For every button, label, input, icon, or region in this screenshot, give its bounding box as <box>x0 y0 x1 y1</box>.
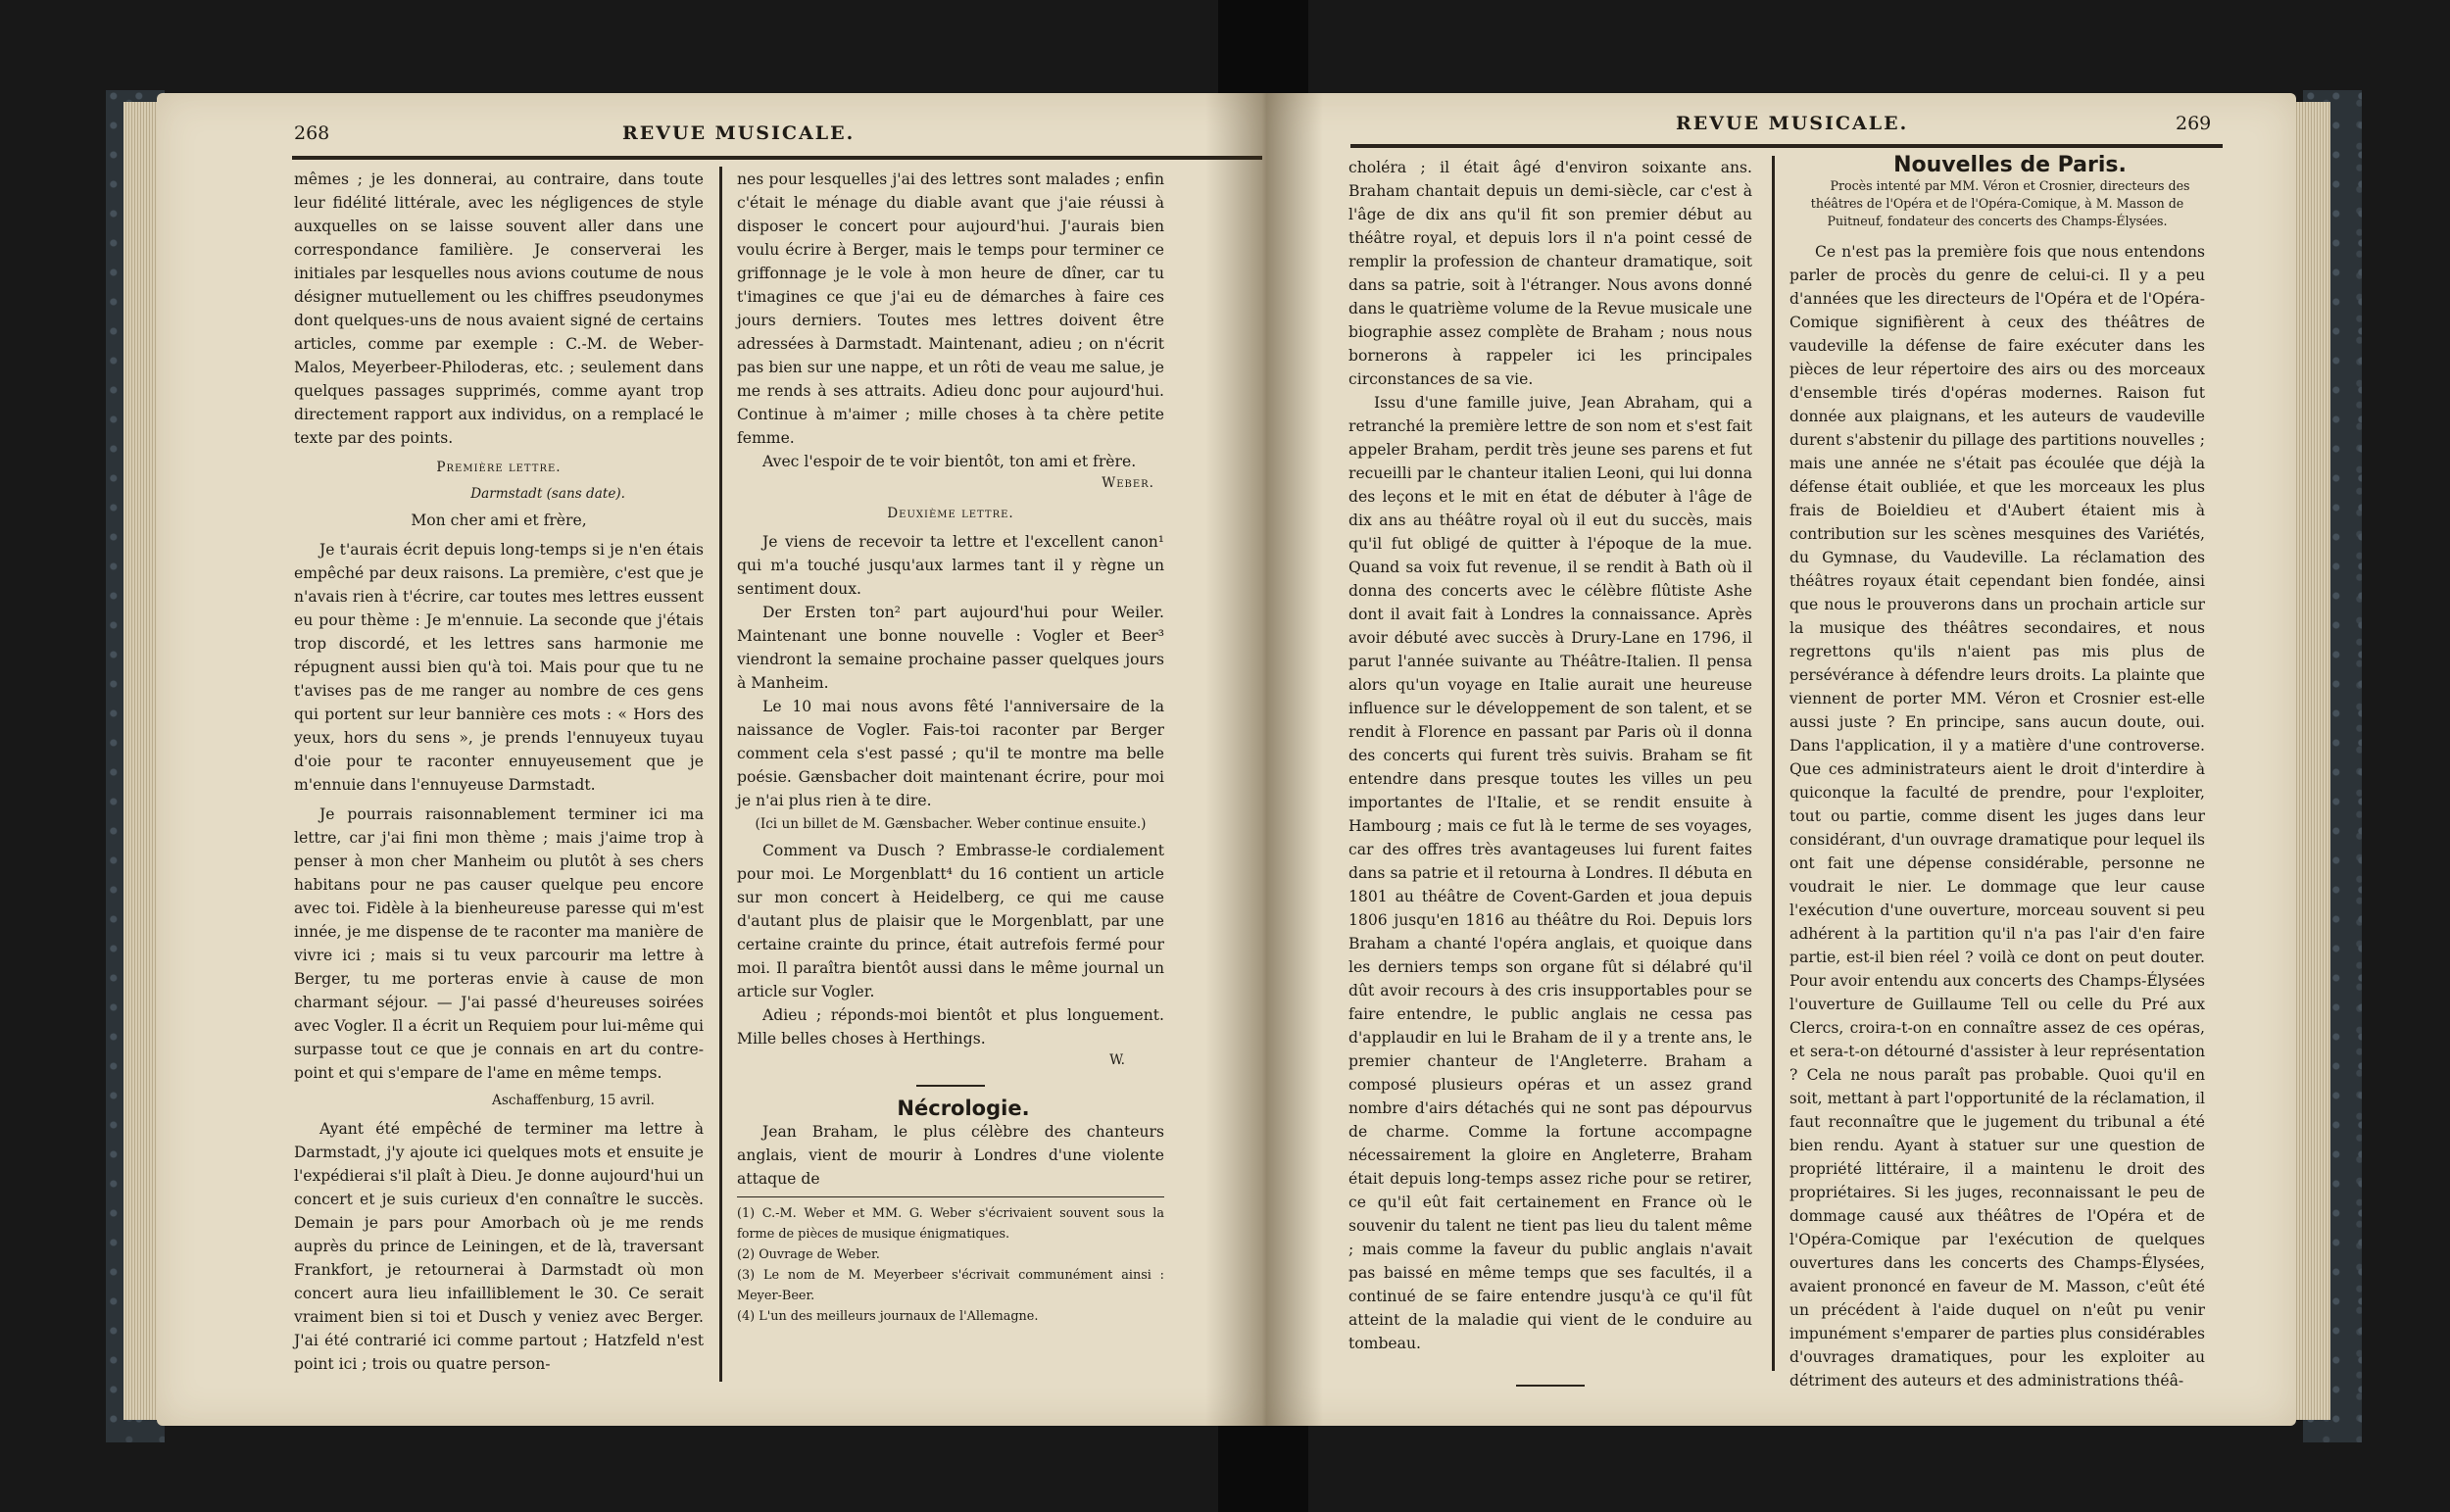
footnote: (3) Le nom de M. Meyerbeer s'écrivait communément ainsi : Meyer-Beer. <box>737 1268 1164 1303</box>
paragraph: Ce n'est pas la première fois que nous entendons parler de procès du genre de celui-ci. Il y a peu d'années que les directeurs de l'Opéra et de l'Opéra-Comique signifièrent à ceux des théâtres de vaudeville la défense de faire exécuter dans les pièces de leur répertoire des airs ou des morceaux d'ensemble tirés d'opéras modernes. Raison fut donnée aux plaignans, et les auteurs de vaudeville durent s'abstenir du pillage des partitions nouvelles ; mais une année ne s'était pas écoulée que déjà la défense était oubliée, et que les morceaux les plus frais de Boieldieu et d'Aubert étaient mis à contribution sur les scènes mesquines des Variétés, du Gymnase, du Vaudeville. La réclamation des théâtres royaux était cependant bien fondée, ainsi que nous le prouverons dans un prochain article sur la musique des théâtres secondaires, et nous regrettons qu'ils n'aient pas mis plus de persévérance à défendre leurs droits. La plainte que viennent de porter MM. Véron et Crosnier est-elle aussi juste ? En principe, sans aucun doute, oui. Dans l'application, il y a matière d'une controverse. Que ces administrateurs aient le droit d'interdire à quiconque la faculté de prendre, pour l'exploiter, tout ou partie, comme disent les juges dans leur considérant, d'un ouvrage dramatique pour lequel ils ont fait une dépense considérable, personne ne voudrait le nier. Le dommage que leur cause l'exécution d'une ouverture, morceau souvent si peu adhérent à la partition qu'il n'a pas l'air d'en faire partie, est-il bien réel ? voilà ce dont on peut douter. Pour avoir entendu aux concerts des Champs-Élysées l'ouverture de Guillaume Tell ou celle du Pré aux Clercs, croira-t-on en connaître assez de ces opéras, et sera-t-on détourné d'assister à leur représentation ? Cela ne nous paraît pas probable. Quoi qu'il en soit, mettant à part l'opportunité de la réclamation, il faut reconnaître que le jugement du tribunal a été bien rendu. Ayant à statuer sur une question de propriété littéraire, il a maintenu le droit des propriétaires. Si les juges, reconnaissant le peu de dommage causé aux théâtres de l'Opéra et de l'Opéra-Comique par l'exécution de quelques ouvertures dans les concerts des Champs-Élysées, avaient prononcé en faveur de M. Masson, c'eût été un précédent à l'aide duquel on n'eût pu venir impunément s'emparer de parties plus considérables d'ouvrages dramatiques, pour les exploiter au détriment des auteurs et des administrations théâ- <box>1789 243 2205 1390</box>
paragraph: Der Ersten ton² part aujourd'hui pour Weiler. Maintenant une bonne nouvelle : Vogler et Beer³ viendront la semaine prochaine passer quelques jours à Manheim. <box>737 604 1164 692</box>
paragraph: Je pourrais raisonnablement terminer ici ma lettre, car j'ai fini mon thème ; mais j'aime trop à penser à mon cher Manheim ou plutôt à ses chers habitans pour ne pas causer quelque peu encore avec toi. Fidèle à la bienheureuse paresse qui m'est innée, je me dispense de te raconter ma manière de vivre ici ; mais si tu veux parcourir ma lettre à Berger, tu me porteras envie à cause de mon charmant séjour. — J'ai passé d'heureuses soirées avec Vogler. Il a écrit un Requiem pour lui-même qui surpasse tout ce que je connais en art du contre-point et qui s'empare de l'ame en même temps. <box>294 805 704 1082</box>
paragraph: Jean Braham, le plus célèbre des chanteurs anglais, vient de mourir à Londres d'une violente attaque de <box>737 1123 1164 1188</box>
paragraph: Je t'aurais écrit depuis long-temps si je n'en étais empêché par deux raisons. La première, c'est que je n'avais rien à t'écrire, car toutes mes lettres eussent eu pour thème : Je m'ennuie. La seconde que j'étais trop discordé, et les lettres sans harmonie me répugnent aussi bien qu'à toi. Mais pour que tu ne t'avises pas de me ranger au nombre de ces gens qui portent sur leur bannière ces mots : « Hors des yeux, hors du sens », je prends l'ennuyeux tuyau d'oie pour te raconter ennuyeusement que je m'ennuie dans l'ennuyeuse Darmstadt. <box>294 541 704 794</box>
salutation: Mon cher ami et frère, <box>411 512 587 529</box>
intro-paragraph: mêmes ; je les donnerai, au contraire, dans toute leur fidélité littérale, avec les négligences de style auxquelles on se laisse souvent aller dans une correspondance familière. Je conserverai les initiales par lesquelles nous avions coutume de nous désigner mutuellement ou les chiffres pseudonymes dont quelques-uns de nous avaient signé de certains articles, comme par exemple : C.-M. de Weber-Malos, Meyerbeer-Philoderas, etc. ; seulement dans quelques passages supprimés, comme ayant trop directement rapport aux individus, on a remplacé le texte par des points. <box>294 171 704 447</box>
page-edges-right <box>2291 102 2330 1420</box>
column-divider-left <box>719 167 722 1382</box>
end-rule <box>1516 1385 1585 1387</box>
necrologie-heading: Nécrologie. <box>897 1097 1030 1120</box>
letter-1-title: Première lettre. <box>436 460 562 475</box>
column-divider-right <box>1772 156 1775 1371</box>
left-column-1 <box>294 168 704 1376</box>
paragraph: choléra ; il était âgé d'environ soixante ans. Braham chantait depuis un demi-siècle, car c'est à l'âge de dix ans qu'il fit son premier début au théâtre royal, et depuis lors il n'a point cessé de remplir la profession de chanteur dramatique, soit dans sa patrie, soit à l'étranger. Nous avons donné dans le quatrième volume de la Revue musicale une biographie assez complète de Braham ; nous nous bornerons à rappeler ici les principales circonstances de sa vie. <box>1348 159 1752 388</box>
paragraph: nes pour lesquelles j'ai des lettres sont malades ; enfin c'était le ménage du diable avant que j'aie réussi à disposer le concert pour aujourd'hui. J'aurais bien voulu écrire à Berger, mais le temps pour terminer ce griffonnage je le vole à mon heure de dîner, car tu t'imagines ce que j'ai eu de démarches à faire ces jours derniers. Toutes mes lettres doivent être adressées à Darmstadt. Maintenant, adieu ; on n'écrit pas bien sur une nappe, et un rôti de veau me salue, je me rends à ses attraits. Adieu donc pour aujourd'hui. Continue à m'aimer ; mille choses à ta chère petite femme. <box>737 171 1164 447</box>
paragraph: Le 10 mai nous avons fêté l'anniversaire de la naissance de Vogler. Fais-toi raconter par Berger comment cela s'est passé ; qu'il te montre ma belle poésie. Gænsbacher doit maintenant écrire, pour moi je n'ai plus rien à te dire. <box>737 698 1164 809</box>
right-column-1 <box>1348 156 1752 1396</box>
paragraph: Comment va Dusch ? Embrasse-le cordialement pour moi. Le Morgenblatt⁴ du 16 contient un article sur mon concert à Heidelberg, ce qui me cause d'autant plus de plaisir que le Morgenblatt, par une certaine crainte du prince, était autrefois fermé pour moi. Il paraîtra bientôt aussi dans le même journal un article sur Vogler. <box>737 842 1164 1000</box>
gutter-shadow <box>1205 93 1323 1426</box>
place-date-2: Aschaffenburg, 15 avril. <box>492 1093 655 1108</box>
footnote-rule <box>737 1196 1164 1197</box>
running-head-left: REVUE MUSICALE. <box>622 122 856 144</box>
article-subhead: Procès intenté par MM. Véron et Crosnier, directeurs des théâtres de l'Opéra et de l'Opéra-Comique, à M. Masson de Puitneuf, fondateur des concerts des Champs-Élysées. <box>1810 178 2190 228</box>
paragraph: Adieu ; réponds-moi bientôt et plus longuement. Mille belles choses à Herthings. <box>737 1006 1164 1048</box>
place-date-1: Darmstadt (sans date). <box>470 486 625 502</box>
right-column-2 <box>1789 154 2205 1392</box>
left-column-2 <box>737 168 1164 1327</box>
footnote: (4) L'un des meilleurs journaux de l'Allemagne. <box>737 1309 1039 1324</box>
page-number-left: 268 <box>294 122 330 144</box>
section-rule <box>916 1085 985 1087</box>
footnote: (1) C.-M. Weber et MM. G. Weber s'écrivaient souvent sous la forme de pièces de musique énigmatiques. <box>737 1206 1164 1242</box>
footnote: (2) Ouvrage de Weber. <box>737 1247 880 1262</box>
page-edges-left <box>123 102 161 1420</box>
signature-weber: Weber. <box>1102 475 1154 491</box>
header-rule-left <box>292 156 1307 160</box>
paragraph: Issu d'une famille juive, Jean Abraham, qui a retranché la première lettre de son nom et s'est fait appeler Braham, perdit très jeune ses parens et fut recueilli par le chanteur italien Leoni, qui lui donna des leçons et le mit en état de débuter à l'âge de dix ans au théâtre royal où il eut du succès, mais qu'il fut obligé de quitter à l'époque de la mue. Quand sa voix fut revenue, il se rendit à Bath où il donna des concerts avec le célèbre flûtiste Ashe dont il avait fait à Londres la connaissance. Après avoir débuté avec succès à Drury-Lane en 1796, il parut l'année suivante au Théâtre-Italien. Il pensa alors qu'un voyage en Italie aurait une heureuse influence sur le développement de son talent, et se rendit à Florence en passant par Paris où il donna des concerts qui furent très suivis. Braham se fit entendre dans presque toutes les villes un peu importantes de l'Italie, et se rendit ensuite à Hambourg ; mais ce fut là le terme de ses voyages, car des offres très avantageuses lui furent faites dans sa patrie et il retourna à Londres. Il débuta en 1801 au théâtre de Covent-Garden et joua depuis 1806 jusqu'en 1816 au théâtre du Roi. Depuis lors Braham a chanté l'opéra anglais, et quoique dans les derniers temps son organe fût si délabré qu'il dût avoir recours à des cris insupportables pour se faire entendre, le public anglais ne cessa pas d'applaudir en lui le Braham de il y a trente ans, le premier chanteur de l'Angleterre. Braham a composé plusieurs opéras et un assez grand nombre d'airs détachés qui ne sont pas dépourvus de charme. Comme la fortune accompagne nécessairement la gloire en Angleterre, Braham était depuis long-temps assez riche pour se retirer, ce qu'il eût fait certainement en France où le souvenir du talent ne tient pas lieu du talent même ; mais comme la faveur du public anglais n'avait pas baissé en même temps que ses facultés, il a continué de se faire entendre jusqu'à ce qu'il fût atteint de la maladie qui vient de le conduire au tombeau. <box>1348 394 1752 1352</box>
letter-2-title: Deuxième lettre. <box>887 506 1014 521</box>
editorial-note: (Ici un billet de M. Gænsbacher. Weber continue ensuite.) <box>755 816 1147 832</box>
left-page <box>157 93 1264 1426</box>
page-number-right: 269 <box>2176 113 2212 134</box>
right-page <box>1262 93 2296 1426</box>
running-head-right: REVUE MUSICALE. <box>1676 113 1909 134</box>
paragraph: Je viens de recevoir ta lettre et l'excellent canon¹ qui m'a touché jusqu'aux larmes tant il y règne un sentiment doux. <box>737 533 1164 598</box>
header-rule-right <box>1350 144 2223 148</box>
paragraph: Ayant été empêché de terminer ma lettre à Darmstadt, j'y ajoute ici quelques mots et ensuite je l'expédierai s'il plaît à Dieu. Je donne aujourd'hui un concert et je suis curieux d'en connaître le succès. Demain je pars pour Amorbach où je me rends auprès du prince de Leiningen, et de là, traversant Frankfort, je retournerai à Darmstadt où mon concert aura lieu infailliblement le 30. Ce serait vraiment bien si toi et Dusch y veniez avec Berger. J'ai été contrarié ici comme partout ; Hatzfeld n'est point ici ; trois ou quatre person- <box>294 1120 704 1373</box>
paragraph: Avec l'espoir de te voir bientôt, ton ami et frère. <box>762 453 1137 470</box>
signature-w: W. <box>1109 1052 1125 1068</box>
nouvelles-heading: Nouvelles de Paris. <box>1893 153 2127 177</box>
